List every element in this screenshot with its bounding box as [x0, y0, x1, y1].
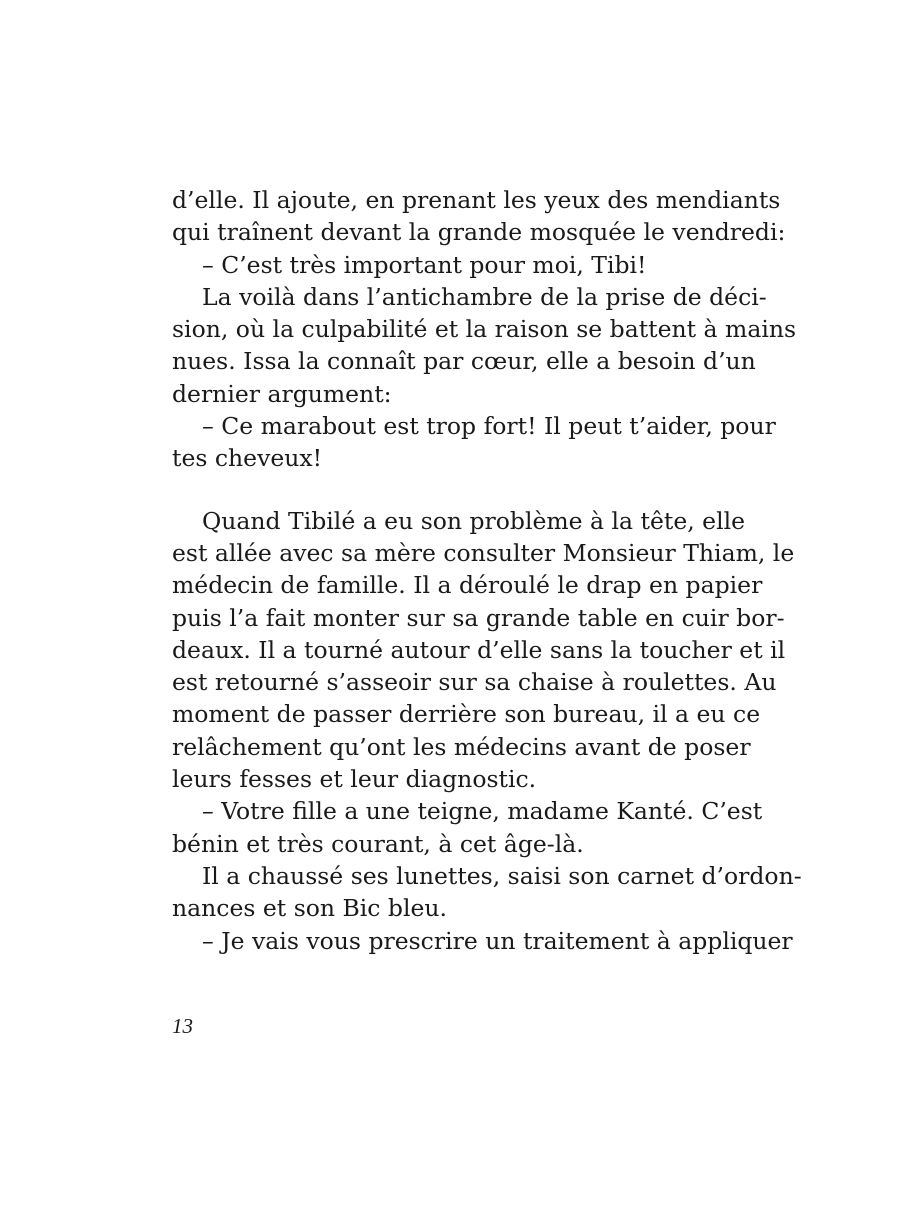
paragraph — [172, 505, 795, 796]
text-line: est allée avec sa mère consulter Monsieur Thiam, le — [172, 538, 795, 567]
text-line: puis l’a fait monter sur sa grande table en cuir bor- — [172, 603, 785, 632]
text-line: – C’est très important pour moi, Tibi! — [202, 250, 647, 279]
text-line: Il a chaussé ses lunettes, saisi son carnet d’ordon- — [202, 861, 802, 890]
paragraph — [172, 184, 786, 249]
text-line: médecin de famille. Il a déroulé le drap en papier — [172, 571, 763, 600]
text-line: dernier argument: — [172, 379, 392, 408]
page-number: 13 — [172, 1014, 193, 1038]
text-line: nues. Issa la connaît par cœur, elle a besoin d’un — [172, 347, 756, 376]
paragraph-gap — [172, 475, 730, 505]
text-line: moment de passer derrière son bureau, il a eu ce — [172, 700, 761, 729]
text-line: deaux. Il a tourné autour d’elle sans la toucher et il — [172, 635, 786, 664]
text-line: bénin et très courant, à cet âge-là. — [172, 829, 584, 858]
text-line: Quand Tibilé a eu son problème à la tête, elle — [202, 506, 746, 535]
text-line: est retourné s’asseoir sur sa chaise à roulettes. Au — [172, 668, 777, 697]
text-line: relâchement qu’ont les médecins avant de poser — [172, 732, 751, 761]
paragraph — [172, 281, 797, 410]
text-line: tes cheveux! — [172, 444, 323, 473]
paragraph — [172, 795, 763, 860]
text-line: qui traînent devant la grande mosquée le vendredi: — [172, 218, 786, 247]
text-line: sion, où la culpabilité et la raison se battent à mains — [172, 315, 797, 344]
body-text — [172, 184, 802, 957]
text-line: – Votre fille a une teigne, madame Kanté. C’est — [202, 797, 763, 826]
text-line: nances et son Bic bleu. — [172, 894, 448, 923]
paragraph — [172, 410, 776, 475]
text-line: La voilà dans l’antichambre de la prise de déci- — [202, 282, 767, 311]
paragraph — [172, 249, 730, 281]
text-line: d’elle. Il ajoute, en prenant les yeux des mendiants — [172, 186, 781, 214]
text-line: – Je vais vous prescrire un traitement à appliquer — [202, 926, 793, 955]
text-line: – Ce marabout est trop fort! Il peut t’aider, pour — [202, 412, 776, 441]
paragraph — [172, 860, 802, 925]
paragraph — [172, 925, 793, 957]
text-line: leurs fesses et leur diagnostic. — [172, 765, 537, 794]
